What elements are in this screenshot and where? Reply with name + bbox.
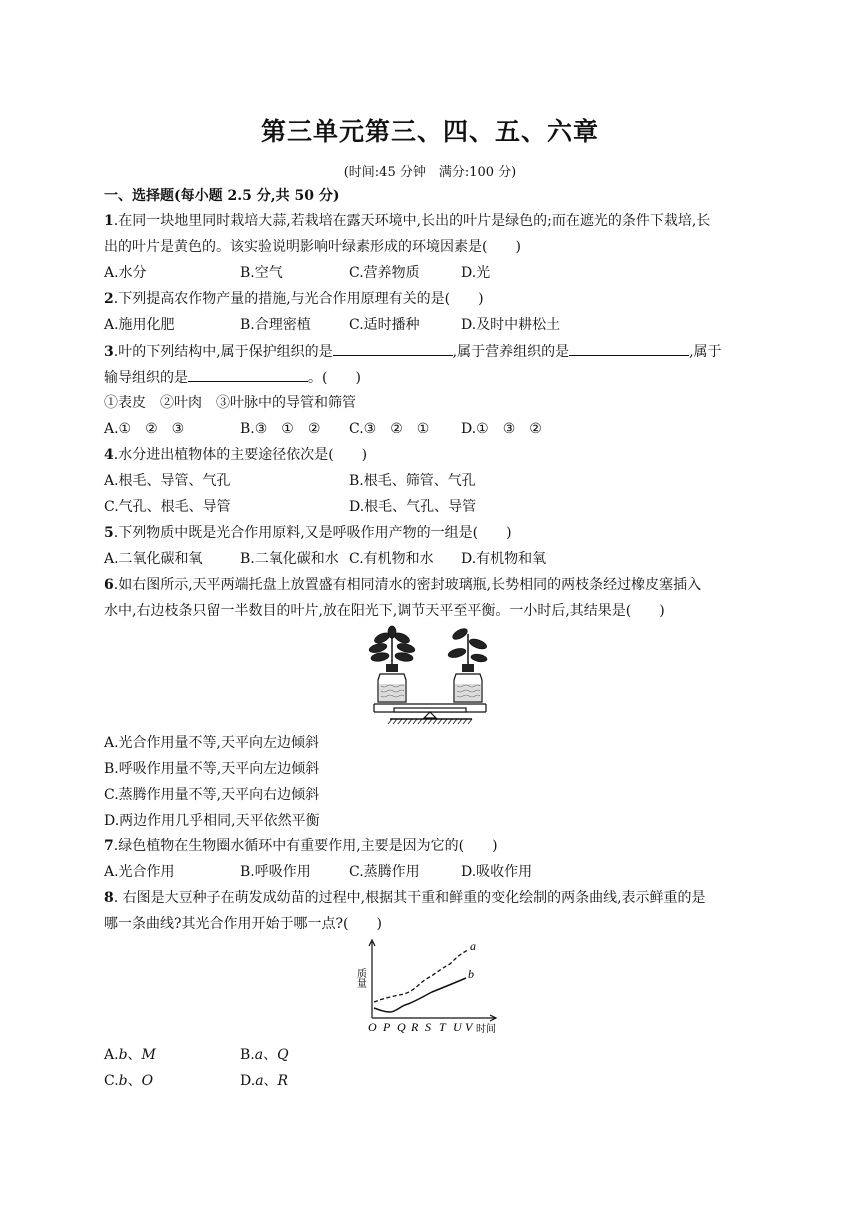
question-4 [104,445,367,465]
curve-a [374,950,468,1002]
curve-b [374,978,466,1012]
option-c: C.有机物和水 [349,551,434,567]
balance-scale-icon [374,704,486,724]
option-b: B.③ ① ② [240,421,321,437]
seed-weight-graph [354,938,504,1038]
question-6-option-d: D.两边作用几乎相同,天平依然平衡 [104,813,320,829]
question-number: 7 [104,838,114,854]
option-d: D.及时中耕松土 [461,317,561,333]
option-c: C.b、O [104,1073,154,1089]
left-plant-icon [368,626,415,664]
answer-blank[interactable] [188,367,308,382]
option-b: B.a、Q [240,1047,289,1063]
y-axis-label: 质量 [354,968,366,988]
question-number: 8 [104,890,114,906]
option-d: D.① ③ ② [461,421,542,437]
x-axis-label: 时间 [476,1024,496,1035]
question-1-line2: 出的叶片是黄色的。该实验说明影响叶绿素形成的环境因素是( ) [104,239,521,255]
option-c: C.适时播种 [349,317,420,333]
question-text: .水分进出植物体的主要途径依次是( ) [113,447,368,463]
page-subtitle: (时间:45 分钟 满分:100 分) [343,165,517,180]
option-b: B.二氧化碳和水 [240,551,339,567]
question-2 [104,289,484,309]
option-b: B.空气 [240,265,283,281]
question-5 [104,523,512,543]
balance-experiment-figure [360,626,500,730]
option-a: A.水分 [104,265,147,281]
option-a: A.光合作用 [104,864,175,880]
question-8-line2: 哪一条曲线?其光合作用开始于哪一点?( ) [104,916,382,932]
question-text: 。( ) [308,370,361,386]
question-8 [104,888,706,908]
tick-p: P [383,1020,391,1034]
tick-t: T [439,1020,446,1034]
option-a: A.b、M [104,1047,156,1063]
option-b: B.根毛、筛管、气孔 [349,473,476,489]
section-heading: 一、选择题(每小题 2.5 分,共 50 分) [104,188,340,204]
curve-b-label: b [468,967,474,981]
question-6-option-b: B.呼吸作用量不等,天平向左边倾斜 [104,761,320,777]
option-c: C.营养物质 [349,265,420,281]
question-6-line2: 水中,右边枝条只留一半数目的叶片,放在阳光下,调节天平至平衡。一小时后,其结果是( ) [104,603,665,619]
tick-u: U [453,1020,462,1034]
question-6-option-c: C.蒸腾作用量不等,天平向右边倾斜 [104,787,320,803]
page-title: 第三单元第三、四、五、六章 [260,117,599,146]
question-text: .下列提高农作物产量的措施,与光合作用原理有关的是( ) [113,291,484,307]
option-c: C.③ ② ① [349,421,430,437]
option-a: A.根毛、导管、气孔 [104,473,231,489]
tick-r: R [411,1020,419,1034]
question-text: .下列物质中既是光合作用原料,又是呼吸作用产物的一组是( ) [113,525,512,541]
curve-a-label: a [470,939,476,953]
option-d: D.光 [461,265,491,281]
question-number: 6 [104,577,114,593]
question-text: .绿色植物在生物圈水循环中有重要作用,主要是因为它的( ) [113,838,498,854]
question-number: 4 [104,447,114,463]
tick-s: S [425,1020,431,1034]
option-d: D.吸收作用 [461,864,533,880]
option-d: D.a、R [240,1073,289,1089]
answer-blank[interactable] [569,341,689,356]
question-text: .叶的下列结构中,属于保护组织的是 [113,344,333,360]
question-6 [104,575,701,595]
question-6-option-a: A.光合作用量不等,天平向左边倾斜 [104,735,320,751]
question-text: . 右图是大豆种子在萌发成幼苗的过程中,根据其干重和鲜重的变化绘制的两条曲线,表示鲜重的是 [113,890,706,906]
question-3-items: ①表皮 ②叶肉 ③叶脉中的导管和筛管 [104,395,356,411]
right-bottle-icon [454,664,482,702]
right-plant-icon [447,627,488,664]
option-c: C.气孔、根毛、导管 [104,499,231,515]
option-d: D.根毛、气孔、导管 [349,499,477,515]
question-3 [104,341,722,362]
question-7 [104,836,498,856]
option-b: B.呼吸作用 [240,864,311,880]
question-text: ,属于营养组织的是 [452,344,570,360]
question-text: 输导组织的是 [104,370,188,386]
option-b: B.合理密植 [240,317,311,333]
question-text: ,属于 [689,344,722,360]
question-number: 5 [104,525,114,541]
question-3-line2 [104,367,361,388]
tick-o: O [368,1020,377,1034]
question-1 [104,211,710,231]
left-bottle-icon [378,664,406,702]
option-d: D.有机物和氧 [461,551,547,567]
question-text: .在同一块地里同时栽培大蒜,若栽培在露天环境中,长出的叶片是绿色的;而在遮光的条件下栽培,长 [113,213,711,229]
option-a: A.① ② ③ [104,421,185,437]
question-number: 3 [104,344,114,360]
option-a: A.施用化肥 [104,317,175,333]
question-number: 2 [104,291,114,307]
question-number: 1 [104,213,114,229]
answer-blank[interactable] [333,341,453,356]
tick-v: V [465,1020,473,1034]
question-text: .如右图所示,天平两端托盘上放置盛有相同清水的密封玻璃瓶,长势相同的两枝条经过橡皮塞插入 [113,577,702,593]
option-c: C.蒸腾作用 [349,864,420,880]
tick-q: Q [397,1020,406,1034]
option-a: A.二氧化碳和氧 [104,551,203,567]
